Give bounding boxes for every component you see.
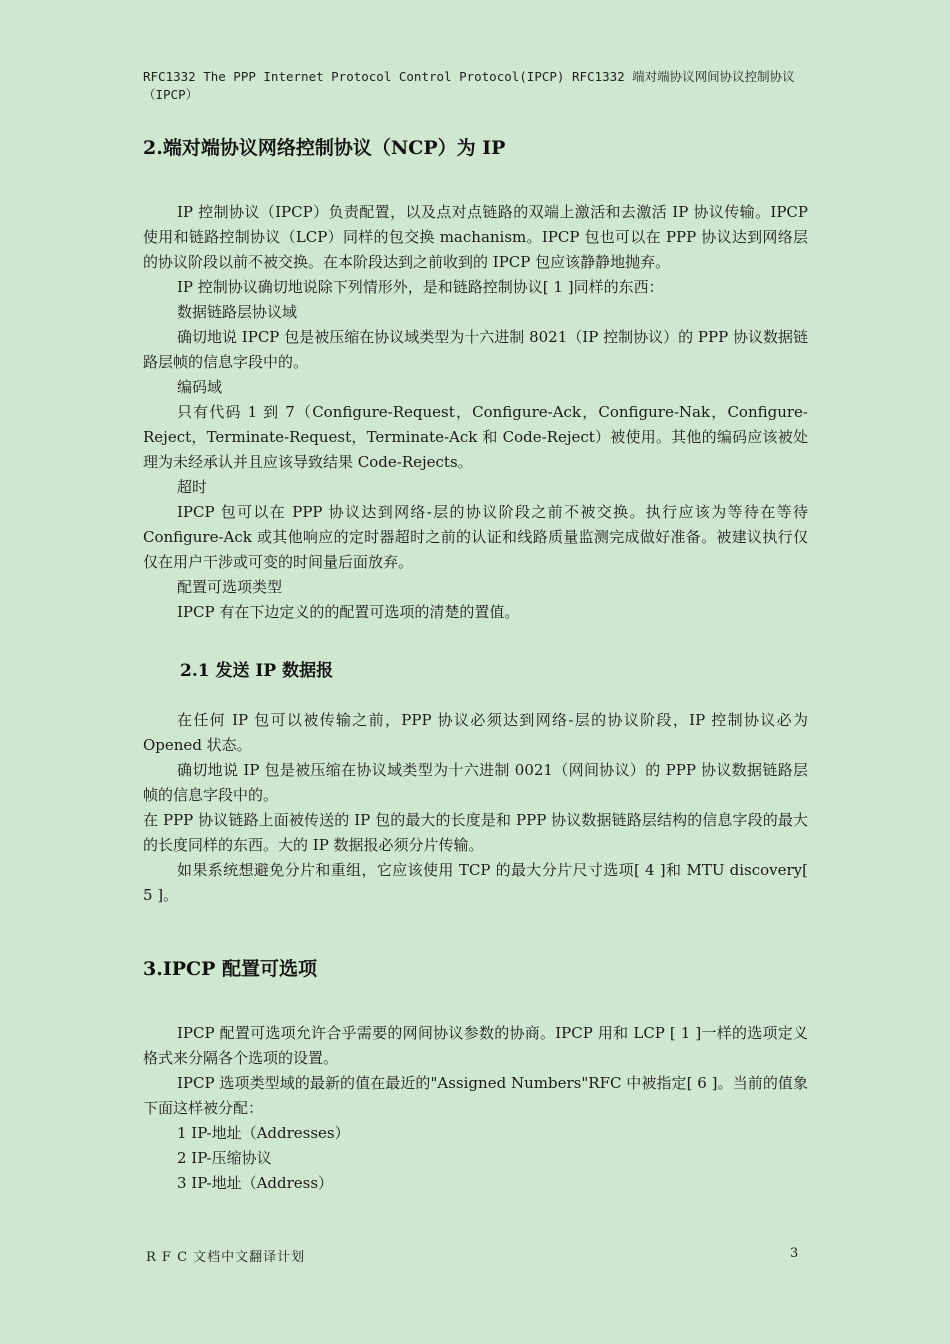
section-2-1-title: 2.1 发送 IP 数据报 xyxy=(180,661,334,681)
subheading-datalink: 数据链路层协议域 xyxy=(177,303,298,321)
subheading-options: 配置可选项类型 xyxy=(177,578,283,596)
paragraph: 确切地说 IPCP 包是被压缩在协议域类型为十六进制 8021（IP 控制协议）的 PPP 协议数据链路层帧的信息字段中的。 xyxy=(143,328,808,371)
subheading-timeout: 超时 xyxy=(177,478,208,496)
paragraph: 确切地说 IP 包是被压缩在协议域类型为十六进制 0021（网间协议）的 PPP 协议数据链路层帧的信息字段中的。 xyxy=(143,761,808,804)
paragraph: IPCP 包可以在 PPP 协议达到网络-层的协议阶段之前不被交换。执行应该为等待在等待 Configure-Ack 或其他响应的定时器超时之前的认证和线路质量监测完成做好准备。被建议执行仅仅在用户干涉或可变的时间量后面放弃。 xyxy=(143,503,808,571)
section-3-title: 3.IPCP 配置可选项 xyxy=(143,958,318,980)
paragraph: IP 控制协议（IPCP）负责配置，以及点对点链路的双端上激活和去激活 IP 协议传输。IPCP 使用和链路控制协议（LCP）同样的包交换 machanism。IPCP 包也可以在 PPP 协议达到网络层的协议阶段以前不被交换。在本阶段达到之前收到的 IPCP 包应该静静地抛弃。 xyxy=(143,203,808,271)
section-2-title: 2.端对端协议网络控制协议（NCP）为 IP xyxy=(143,137,506,159)
running-header: RFC1332 The PPP Internet Protocol Control Protocol(IPCP) RFC1332 端对端协议网间协议控制协议（IPCP） xyxy=(143,69,795,102)
section-3-body xyxy=(143,1021,808,1196)
list-item: 1 IP-地址（Addresses） xyxy=(177,1124,350,1142)
list-item: 2 IP-压缩协议 xyxy=(177,1149,272,1167)
section-2-1-body xyxy=(143,708,808,908)
paragraph: IPCP 有在下边定义的的配置可选项的清楚的置值。 xyxy=(177,603,520,621)
list-item: 3 IP-地址（Address） xyxy=(177,1174,334,1192)
paragraph: IPCP 配置可选项允许合乎需要的网间协议参数的协商。IPCP 用和 LCP [ 1 ]一样的选项定义格式来分隔各个选项的设置。 xyxy=(143,1024,808,1067)
paragraph: 只有代码 1 到 7（Configure-Request，Configure-Ack，Configure-Nak，Configure-Reject，Terminate-Request，Terminate-Ack 和 Code-Reject）被使用。其他的编码应该被处理为未经承认并且应该导致结果 Code-Rejects。 xyxy=(143,403,808,471)
paragraph: IP 控制协议确切地说除下列情形外，是和链路控制协议[ 1 ]同样的东西： xyxy=(177,278,664,296)
paragraph: IPCP 选项类型域的最新的值在最近的"Assigned Numbers"RFC 中被指定[ 6 ]。当前的值象下面这样被分配： xyxy=(143,1074,808,1117)
footer-project-name: R F C 文档中文翻译计划 xyxy=(146,1250,306,1265)
paragraph: 在 PPP 协议链路上面被传送的 IP 包的最大的长度是和 PPP 协议数据链路层结构的信息字段的最大的长度同样的东西。大的 IP 数据报必须分片传输。 xyxy=(143,811,808,854)
paragraph: 在任何 IP 包可以被传输之前，PPP 协议必须达到网络-层的协议阶段，IP 控制协议必为 Opened 状态。 xyxy=(143,711,808,754)
section-2-body xyxy=(143,200,808,625)
subheading-code: 编码域 xyxy=(177,378,223,396)
paragraph: 如果系统想避免分片和重组，它应该使用 TCP 的最大分片尺寸选项[ 4 ]和 MTU discovery[ 5 ]。 xyxy=(143,861,808,904)
page-number: 3 xyxy=(790,1246,799,1261)
